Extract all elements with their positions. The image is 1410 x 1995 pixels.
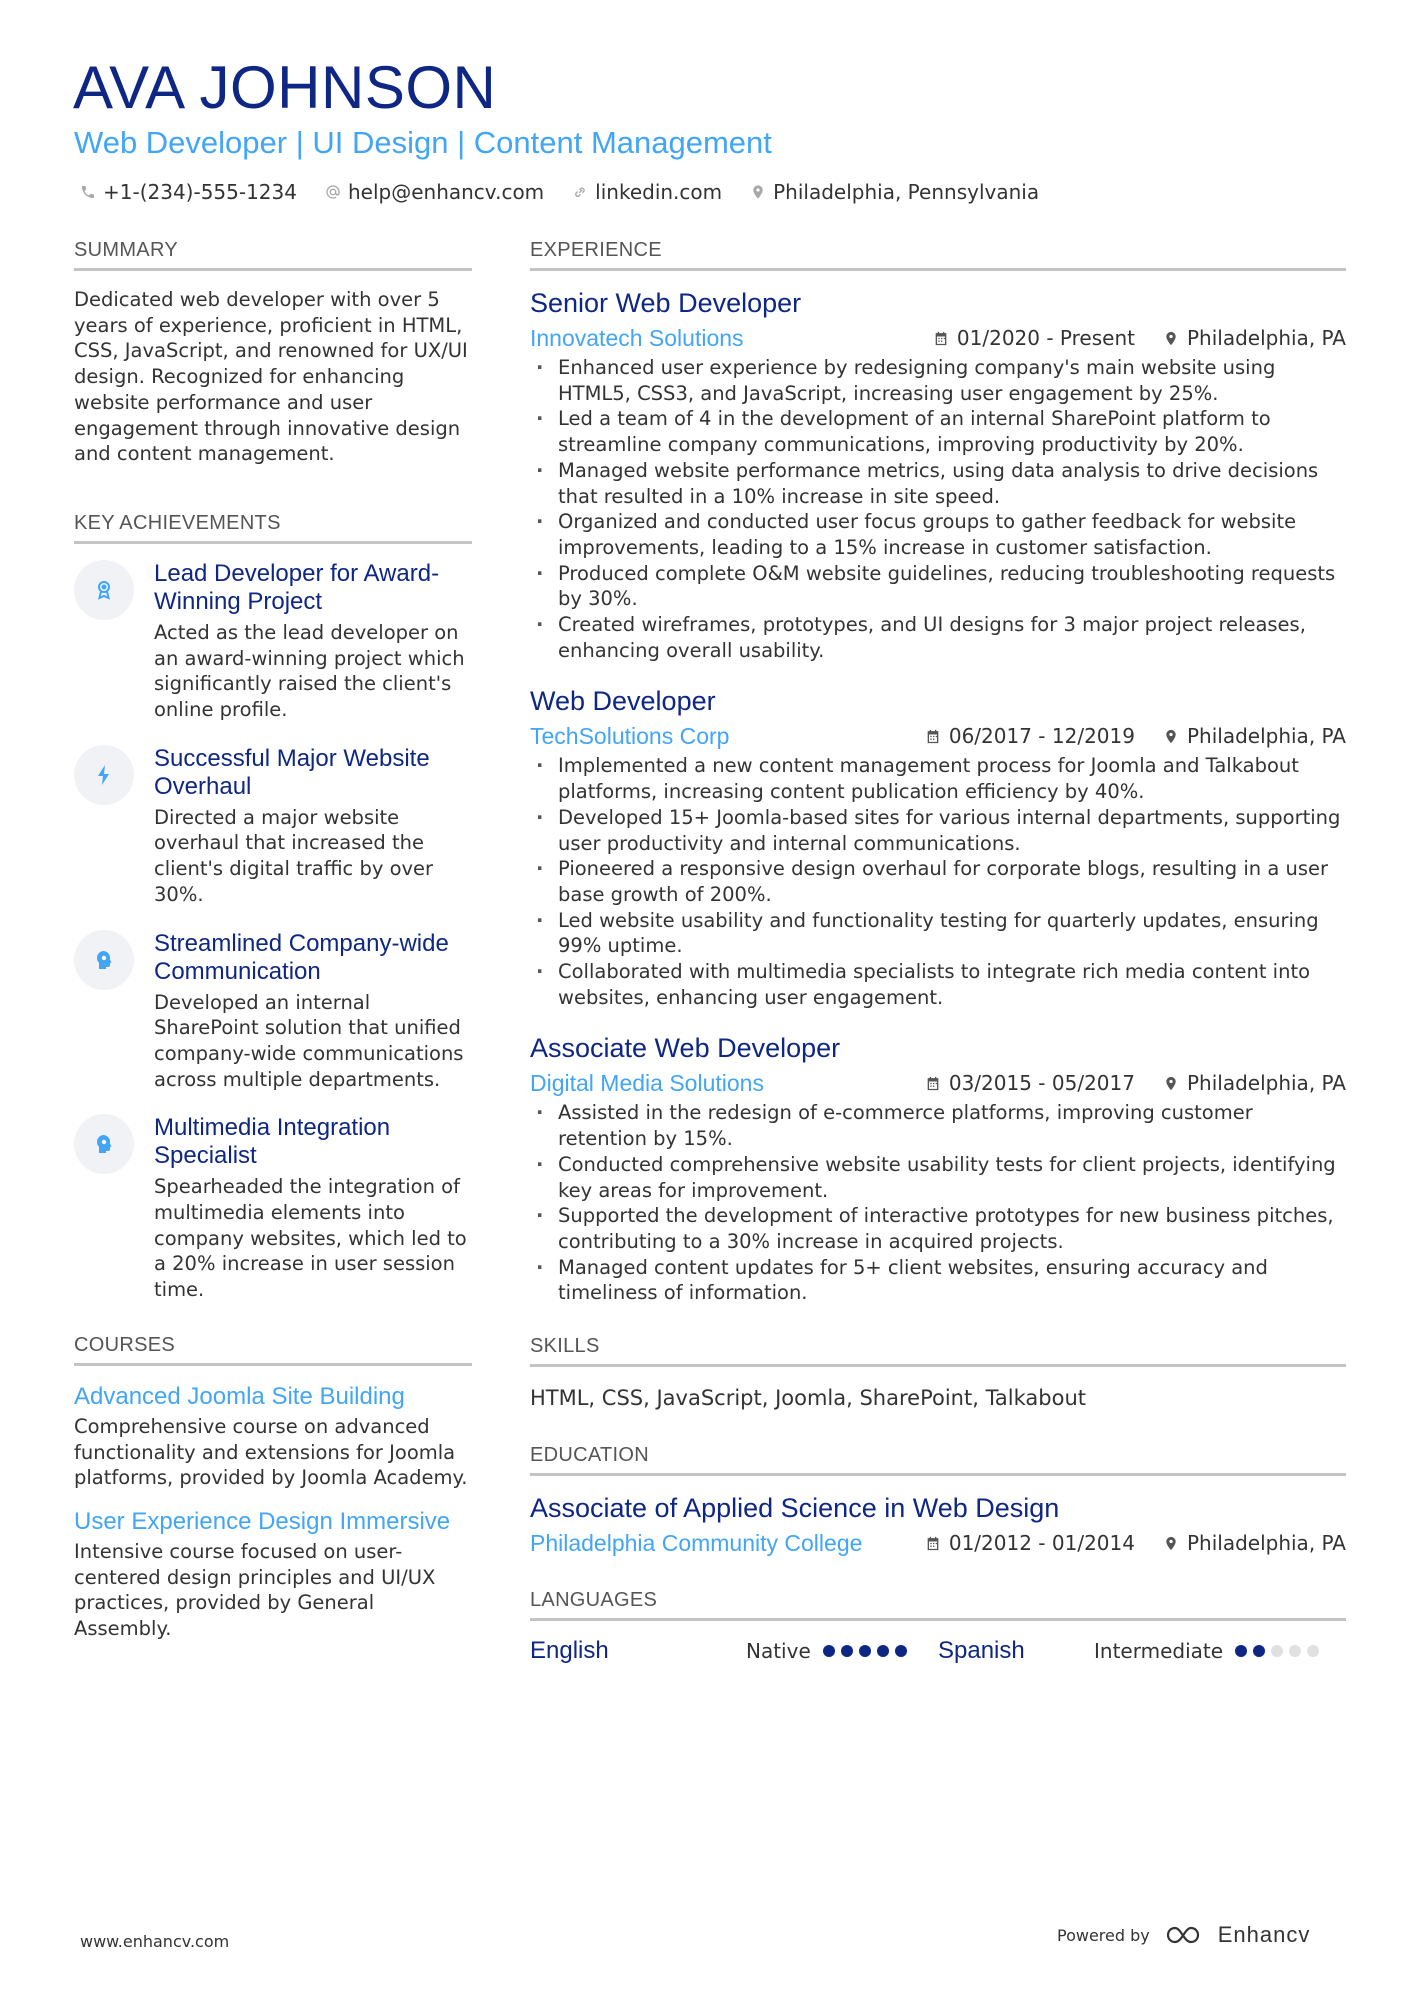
- calendar-icon: [925, 1535, 941, 1552]
- contact-location: [750, 178, 1039, 206]
- skills-section: [530, 1334, 1346, 1413]
- job-bullet: · Enhanced user experience by redesigning company's main website using HTML5, CSS3, and JavaScript, increasing user engagement by 25%.: [530, 355, 1346, 406]
- language-rating: [823, 1645, 907, 1657]
- job-bullet: · Conducted comprehensive website usability tests for client projects, identifying key areas for improvement.: [530, 1152, 1346, 1203]
- language-level: Native: [746, 1639, 811, 1664]
- course-title: User Experience Design Immersive: [74, 1507, 451, 1535]
- education-heading: EDUCATION: [530, 1443, 1346, 1476]
- achievements-section: [74, 511, 472, 1303]
- job-entry: [530, 1032, 1346, 1306]
- lightning-icon: [92, 763, 116, 787]
- rating-dot: [1235, 1645, 1247, 1657]
- rating-dot: [877, 1645, 889, 1657]
- summary-section: [74, 238, 472, 467]
- skills-heading: SKILLS: [530, 1334, 1346, 1367]
- head-idea-icon: [92, 1132, 116, 1156]
- language-item: [938, 1637, 1346, 1665]
- achievement-title: Streamlined Company-wide Communication: [154, 929, 449, 985]
- education-location: Philadelphia, PA: [1186, 1531, 1346, 1556]
- powered-by-text: Powered by: [1057, 1925, 1150, 1945]
- brand-name: Enhancv: [1217, 1922, 1311, 1947]
- achievement-title: Multimedia Integration Specialist: [154, 1114, 391, 1170]
- achievement-desc: Directed a major website overhaul that increased the client's digital traffic by over 30%.: [154, 805, 434, 906]
- rating-dot: [1289, 1645, 1301, 1657]
- job-bullet: · Assisted in the redesign of e-commerce platforms, improving customer retention by 15%.: [530, 1100, 1346, 1151]
- achievement-title: Successful Major Website Overhaul: [154, 744, 430, 800]
- candidate-name: AVA JOHNSON: [73, 54, 497, 121]
- job-bullets: [530, 355, 1346, 663]
- job-bullet: · Pioneered a responsive design overhaul for corporate blogs, resulting in a user base growth of 200%.: [530, 856, 1346, 907]
- achievement-desc: Spearheaded the integration of multimedia elements into company websites, which led to a 20% increase in user session time.: [154, 1175, 467, 1302]
- at-icon: [325, 184, 341, 200]
- rating-dot: [1253, 1645, 1265, 1657]
- experience-heading: EXPERIENCE: [530, 238, 1346, 271]
- languages-heading: LANGUAGES: [530, 1588, 1346, 1621]
- experience-section: [530, 238, 1346, 1306]
- job-bullet: · Developed 15+ Joomla-based sites for various internal departments, supporting user productivity and internal communications.: [530, 805, 1346, 856]
- job-entry: [530, 287, 1346, 663]
- link-icon: [572, 184, 588, 200]
- course-item: [74, 1507, 472, 1642]
- job-bullet: · Collaborated with multimedia specialists to integrate rich media content into websites, enhancing user engagement.: [530, 959, 1346, 1010]
- achievement-item: [74, 560, 472, 723]
- achievement-item: [74, 930, 472, 1093]
- job-bullet: · Led a team of 4 in the development of an internal SharePoint platform to streamline company communications, improving productivity by 20%.: [530, 406, 1346, 457]
- enhancv-logo-icon: [1164, 1923, 1210, 1947]
- location-pin-icon: [750, 184, 766, 200]
- education-section: [530, 1443, 1346, 1558]
- courses-heading: COURSES: [74, 1333, 472, 1366]
- school-name: Philadelphia Community College: [530, 1530, 863, 1557]
- calendar-icon: [925, 728, 941, 745]
- job-bullet: · Managed content updates for 5+ client websites, ensuring accuracy and timeliness of information.: [530, 1255, 1346, 1306]
- job-bullet: · Supported the development of interactive prototypes for new business pitches, contributing to a 30% increase in acquired projects.: [530, 1203, 1346, 1254]
- job-title: Senior Web Developer: [530, 288, 802, 318]
- achievement-desc: Developed an internal SharePoint solution that unified company-wide communications across multiple departments.: [154, 990, 464, 1091]
- skills-text: HTML, CSS, JavaScript, Joomla, SharePoint, Talkabout: [530, 1386, 1087, 1411]
- company-name: Digital Media Solutions: [530, 1070, 764, 1097]
- rating-dot: [1271, 1645, 1283, 1657]
- job-bullets: [530, 753, 1346, 1010]
- job-location: Philadelphia, PA: [1186, 326, 1346, 350]
- calendar-icon: [933, 330, 949, 347]
- rating-dot: [823, 1645, 835, 1657]
- rating-dot: [895, 1645, 907, 1657]
- course-item: [74, 1382, 472, 1491]
- job-location: Philadelphia, PA: [1186, 724, 1346, 749]
- achievements-heading: KEY ACHIEVEMENTS: [74, 511, 472, 544]
- contact-bar: [80, 178, 1039, 206]
- award-icon: [92, 578, 116, 602]
- job-bullet: · Produced complete O&M website guidelines, reducing troubleshooting requests by 30%.: [530, 561, 1346, 612]
- job-location: Philadelphia, PA: [1186, 1071, 1346, 1096]
- job-dates: 03/2015 - 05/2017: [948, 1071, 1135, 1096]
- rating-dot: [841, 1645, 853, 1657]
- head-idea-icon: [92, 948, 116, 972]
- location-pin-icon: [1163, 1075, 1179, 1092]
- language-item: [530, 1637, 938, 1665]
- language-name: Spanish: [938, 1637, 1025, 1665]
- job-bullet: · Organized and conducted user focus groups to gather feedback for website improvements, leading to a 15% increase in customer satisfaction.: [530, 509, 1346, 560]
- company-name: Innovatech Solutions: [530, 325, 744, 351]
- achievement-item: [74, 1114, 472, 1303]
- job-title: Associate Web Developer: [530, 1033, 841, 1064]
- language-level: Intermediate: [1094, 1639, 1224, 1664]
- summary-heading: SUMMARY: [74, 238, 472, 271]
- phone-text: +1-(234)-555-1234: [103, 180, 297, 204]
- job-title: Web Developer: [530, 686, 716, 717]
- job-dates: 06/2017 - 12/2019: [948, 724, 1135, 749]
- phone-icon: [80, 184, 96, 200]
- location-pin-icon: [1163, 1535, 1179, 1552]
- achievement-desc: Acted as the lead developer on an award-winning project which significantly raised the client's online profile.: [154, 620, 465, 722]
- course-title: Advanced Joomla Site Building: [74, 1382, 405, 1410]
- summary-text: Dedicated web developer with over 5 years of experience, proficient in HTML, CSS, JavaScript, and renowned for UX/UI design. Recognized for enhancing website performance and user engagement through innovative design and content management.: [74, 288, 468, 466]
- candidate-title: Web Developer | UI Design | Content Management: [74, 125, 772, 160]
- footer-branding: [1057, 1922, 1310, 1948]
- job-bullet: · Created wireframes, prototypes, and UI designs for 3 major project releases, enhancing overall usability.: [530, 612, 1346, 663]
- courses-section: [74, 1333, 472, 1642]
- contact-phone[interactable]: [80, 178, 297, 206]
- calendar-icon: [925, 1075, 941, 1092]
- enhancv-logo[interactable]: [1164, 1922, 1311, 1948]
- linkedin-text: linkedin.com: [595, 180, 723, 204]
- job-bullets: [530, 1100, 1346, 1306]
- contact-linkedin[interactable]: [572, 178, 722, 206]
- rating-dot: [859, 1645, 871, 1657]
- left-column: [74, 238, 472, 1658]
- contact-email[interactable]: [325, 178, 544, 206]
- email-text: help@enhancv.com: [347, 180, 545, 204]
- location-text: Philadelphia, Pennsylvania: [773, 180, 1040, 204]
- right-column: [530, 238, 1346, 1665]
- footer-website[interactable]: www.enhancv.com: [80, 1932, 230, 1951]
- job-bullet: · Led website usability and functionality testing for quarterly updates, ensuring 99% uptime.: [530, 908, 1346, 959]
- course-desc: Comprehensive course on advanced functionality and extensions for Joomla platforms, provided by Joomla Academy.: [74, 1414, 468, 1490]
- languages-section: [530, 1588, 1346, 1665]
- education-dates: 01/2012 - 01/2014: [948, 1531, 1135, 1556]
- rating-dot: [1307, 1645, 1319, 1657]
- language-rating: [1235, 1645, 1319, 1657]
- job-dates: 01/2020 - Present: [956, 326, 1135, 350]
- company-name: TechSolutions Corp: [530, 723, 730, 750]
- achievement-title: Lead Developer for Award-Winning Project: [154, 559, 440, 615]
- job-bullet: · Managed website performance metrics, using data analysis to drive decisions that resulted in a 10% increase in site speed.: [530, 458, 1346, 509]
- location-pin-icon: [1163, 728, 1179, 745]
- location-pin-icon: [1163, 330, 1179, 347]
- achievement-item: [74, 745, 472, 908]
- course-desc: Intensive course focused on user-centered design principles and UI/UX practices, provided by General Assembly.: [74, 1539, 436, 1641]
- degree-title: Associate of Applied Science in Web Design: [530, 1493, 1060, 1524]
- job-entry: [530, 685, 1346, 1010]
- language-name: English: [530, 1637, 609, 1665]
- job-bullet: · Implemented a new content management process for Joomla and Talkabout platforms, increasing content publication efficiency by 40%.: [530, 753, 1346, 804]
